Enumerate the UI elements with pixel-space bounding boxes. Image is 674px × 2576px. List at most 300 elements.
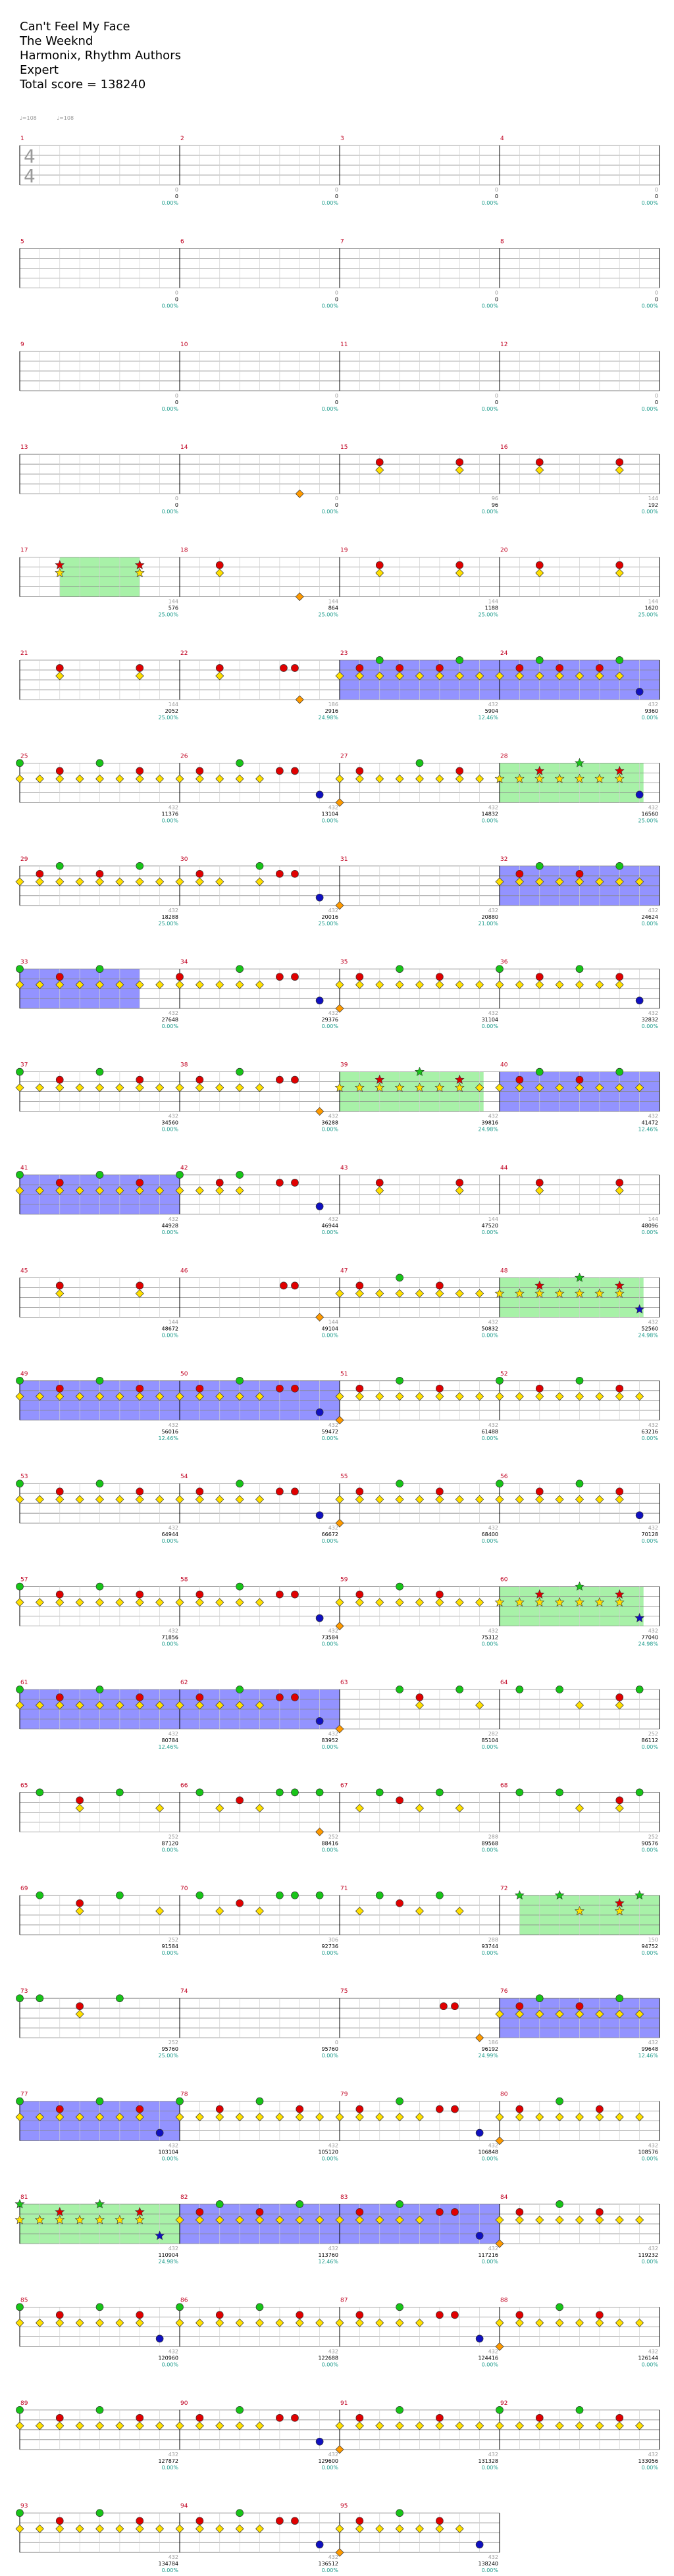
red-pad-note: [276, 1694, 283, 1701]
measure-base-score: 0: [174, 290, 178, 296]
measure-total-score: 122688: [318, 2355, 338, 2361]
measure-percent: 24.99%: [478, 2053, 498, 2059]
yellow-cymbal-note: [336, 2113, 344, 2121]
yellow-cymbal-note: [636, 2113, 644, 2121]
yellow-cymbal-note: [56, 2319, 64, 2327]
yellow-cymbal-note: [515, 2113, 523, 2121]
red-pad-note: [456, 1179, 463, 1187]
yellow-cymbal-note: [76, 878, 84, 886]
measure-base-score: 432: [648, 2246, 658, 2252]
measure-base-score: 0: [494, 290, 498, 296]
measure-base-score: 432: [328, 907, 338, 914]
red-pad-note: [216, 2311, 223, 2319]
measure-total-score: 20016: [321, 914, 338, 920]
yellow-cymbal-note: [455, 466, 463, 474]
yellow-cymbal-note: [615, 981, 623, 989]
red-pad-note: [616, 2414, 623, 2421]
green-pad-note: [96, 1068, 103, 1075]
measure-base-score: 432: [648, 1113, 658, 1120]
yellow-cymbal-note: [136, 2525, 143, 2533]
red-pad-note: [196, 2209, 203, 2216]
yellow-cymbal-note: [316, 2113, 324, 2121]
red-pad-note: [436, 665, 443, 672]
measure-number: 6: [180, 238, 184, 245]
red-pad-note: [276, 2414, 283, 2421]
measure-base-score: 432: [648, 804, 658, 811]
green-pad-note: [576, 2406, 583, 2413]
green-pad-note: [56, 862, 63, 869]
yellow-cymbal-note: [176, 1084, 184, 1092]
green-pad-note: [236, 1068, 244, 1075]
measure-base-score: 432: [488, 2246, 498, 2252]
yellow-cymbal-note: [76, 1907, 84, 1915]
green-pad-note: [116, 1892, 123, 1899]
measure-percent: 0.00%: [481, 405, 498, 412]
measure-total-score: 2052: [165, 708, 178, 714]
measure-percent: 0.00%: [161, 817, 178, 824]
measure-base-score: 0: [654, 187, 658, 193]
yellow-cymbal-note: [376, 775, 384, 783]
red-pad-note: [136, 2517, 143, 2525]
red-pad-note: [516, 2105, 523, 2113]
measure-total-score: 87120: [161, 1840, 178, 1847]
measure-number: 66: [180, 1782, 188, 1790]
yellow-cymbal-note: [216, 672, 224, 680]
green-pad-note: [256, 2098, 263, 2105]
measure-total-score: 129600: [318, 2458, 338, 2464]
yellow-cymbal-note: [116, 1084, 124, 1092]
yellow-cymbal-note: [296, 2319, 303, 2327]
measure-number: 25: [20, 753, 28, 760]
measure-number: 94: [180, 2503, 188, 2510]
green-pad-note: [636, 1789, 643, 1796]
green-pad-note: [96, 966, 103, 973]
measure-number: 93: [20, 2503, 28, 2510]
measure-percent: 0.00%: [161, 509, 178, 515]
yellow-cymbal-note: [376, 2113, 384, 2121]
yellow-cymbal-note: [16, 2525, 24, 2533]
yellow-cymbal-note: [515, 1393, 523, 1401]
yellow-cymbal-note: [355, 1804, 363, 1812]
measure-percent: 0.00%: [641, 2259, 658, 2265]
measure-total-score: 106848: [478, 2149, 498, 2155]
blue-pad-note: [316, 894, 323, 901]
red-pad-note: [576, 870, 583, 877]
blue-pad-note: [316, 1718, 323, 1725]
yellow-cymbal-note: [236, 2422, 244, 2430]
yellow-cymbal-note: [615, 2216, 623, 2224]
yellow-cymbal-note: [236, 2113, 244, 2121]
green-pad-note: [276, 1892, 283, 1899]
yellow-cymbal-note: [536, 466, 544, 474]
yellow-cymbal-note: [355, 1393, 363, 1401]
kick-note: [296, 490, 303, 498]
yellow-cymbal-note: [216, 1084, 224, 1092]
red-pad-note: [196, 2517, 203, 2525]
yellow-cymbal-note: [136, 1599, 143, 1607]
measure-number: 28: [500, 753, 508, 760]
yellow-cymbal-note: [556, 981, 563, 989]
measure-percent: 0.00%: [481, 1538, 498, 1545]
yellow-cymbal-note: [596, 2422, 604, 2430]
measure-base-score: 432: [648, 1010, 658, 1017]
measure-total-score: 1188: [484, 605, 498, 611]
measure-number: 32: [500, 856, 508, 863]
measure-number: 10: [180, 341, 188, 348]
yellow-cymbal-note: [216, 2319, 224, 2327]
measure-base-score: 186: [488, 2040, 498, 2046]
yellow-cymbal-note: [376, 981, 384, 989]
measure-total-score: 117216: [478, 2252, 498, 2258]
measure-percent: 0.00%: [161, 1332, 178, 1339]
measure-total-score: 34560: [161, 1120, 178, 1126]
red-pad-note: [136, 1179, 143, 1187]
yellow-cymbal-note: [76, 2422, 84, 2430]
measure-number: 57: [20, 1576, 28, 1584]
red-pad-note: [196, 1591, 203, 1598]
green-pad-note: [216, 2201, 223, 2208]
red-pad-note: [296, 2311, 303, 2319]
red-pad-note: [56, 2414, 63, 2421]
yellow-cymbal-note: [615, 2113, 623, 2121]
red-pad-note: [576, 1076, 583, 1083]
measure-total-score: 86112: [641, 1738, 658, 1743]
yellow-cymbal-note: [355, 2113, 363, 2121]
measure-number: 59: [340, 1576, 348, 1584]
yellow-cymbal-note: [216, 878, 224, 886]
yellow-cymbal-note: [515, 2422, 523, 2430]
red-pad-note: [451, 2311, 458, 2319]
measure-total-score: 138240: [478, 2561, 498, 2567]
green-pad-note: [536, 1068, 543, 1075]
measure-total-score: 133056: [638, 2458, 658, 2464]
measure-percent: 21.00%: [478, 920, 498, 927]
red-pad-note: [56, 1694, 63, 1701]
measure-number: 18: [180, 547, 188, 554]
measure-total-score: 0: [654, 296, 658, 303]
measure-percent: 0.00%: [321, 1229, 338, 1235]
yellow-cymbal-note: [536, 2216, 544, 2224]
measure-percent: 0.00%: [641, 2361, 658, 2368]
red-pad-note: [516, 665, 523, 672]
measure-total-score: 32832: [641, 1017, 658, 1023]
measure-base-score: 144: [648, 1216, 658, 1222]
red-pad-note: [56, 973, 63, 981]
measure-percent: 12.46%: [158, 1435, 178, 1441]
yellow-cymbal-note: [56, 672, 64, 680]
yellow-cymbal-note: [596, 1495, 604, 1503]
green-pad-note: [456, 1686, 463, 1693]
yellow-cymbal-note: [156, 878, 164, 886]
yellow-cymbal-note: [195, 878, 203, 886]
measure-number: 48: [500, 1268, 508, 1275]
measure-number: 17: [20, 547, 28, 554]
yellow-cymbal-note: [156, 1599, 164, 1607]
yellow-cymbal-note: [336, 1289, 344, 1297]
measure-percent: 0.00%: [321, 509, 338, 515]
measure-percent: 0.00%: [641, 2464, 658, 2471]
yellow-cymbal-note: [136, 1084, 143, 1092]
yellow-cymbal-note: [195, 981, 203, 989]
green-pad-note: [396, 2304, 403, 2311]
measure-base-score: 432: [328, 1525, 338, 1532]
yellow-cymbal-note: [416, 1907, 424, 1915]
measure-percent: 0.00%: [641, 509, 658, 515]
yellow-cymbal-note: [496, 1495, 504, 1503]
yellow-cymbal-note: [615, 1804, 623, 1812]
song-artist: The Weeknd: [20, 34, 93, 48]
yellow-cymbal-note: [336, 1599, 344, 1607]
measure-base-score: 0: [334, 2040, 338, 2046]
green-pad-note: [291, 1789, 298, 1796]
yellow-cymbal-note: [96, 2525, 104, 2533]
yellow-cymbal-note: [416, 1701, 424, 1709]
measure-percent: 0.00%: [321, 817, 338, 824]
red-pad-note: [56, 2311, 63, 2319]
yellow-cymbal-note: [36, 1084, 43, 1092]
yellow-cymbal-note: [156, 1495, 164, 1503]
yellow-cymbal-note: [355, 2422, 363, 2430]
yellow-cymbal-note: [455, 2525, 463, 2533]
red-pad-note: [196, 1076, 203, 1083]
measure-total-score: 70128: [641, 1532, 658, 1538]
red-pad-note: [436, 1488, 443, 1495]
measure-number: 35: [340, 959, 348, 966]
green-pad-note: [396, 966, 403, 973]
yellow-cymbal-note: [216, 981, 224, 989]
red-pad-note: [291, 1385, 298, 1392]
measure-total-score: 120960: [158, 2355, 178, 2361]
red-pad-note: [596, 2105, 603, 2113]
red-pad-note: [436, 973, 443, 981]
yellow-cymbal-note: [436, 775, 444, 783]
measure-number: 89: [20, 2400, 28, 2407]
measure-percent: 0.00%: [161, 405, 178, 412]
measure-percent: 0.00%: [161, 1641, 178, 1647]
measure-number: 1: [20, 136, 24, 142]
yellow-cymbal-note: [355, 2525, 363, 2533]
yellow-cymbal-note: [76, 2525, 84, 2533]
measure-total-score: 0: [654, 193, 658, 199]
measure-number: 61: [20, 1680, 28, 1686]
measure-percent: 25.00%: [478, 611, 498, 618]
measure-number: 55: [340, 1474, 348, 1481]
yellow-cymbal-note: [455, 1187, 463, 1195]
red-pad-note: [216, 1179, 223, 1187]
red-pad-note: [396, 1899, 403, 1907]
red-pad-note: [291, 2414, 298, 2421]
yellow-cymbal-note: [416, 1289, 424, 1297]
yellow-cymbal-note: [376, 2319, 384, 2327]
red-pad-note: [436, 1591, 443, 1598]
measure-percent: 0.00%: [161, 2567, 178, 2574]
yellow-cymbal-note: [96, 2319, 104, 2327]
green-pad-note: [456, 657, 463, 664]
red-pad-note: [291, 870, 298, 877]
green-pad-note: [36, 1789, 43, 1796]
kick-note: [296, 696, 303, 704]
measure-percent: 0.00%: [481, 200, 498, 206]
yellow-cymbal-note: [96, 1495, 104, 1503]
yellow-cymbal-note: [195, 1599, 203, 1607]
measure-total-score: 96: [491, 502, 498, 509]
red-pad-note: [280, 1282, 287, 1289]
green-pad-note: [556, 1789, 563, 1796]
red-pad-note: [356, 2311, 363, 2319]
blue-pad-note: [636, 791, 643, 798]
red-pad-note: [536, 1488, 543, 1495]
green-pad-note: [16, 1583, 24, 1590]
yellow-cymbal-note: [256, 2422, 264, 2430]
measure-number: 75: [340, 1988, 348, 1996]
measure-percent: 0.00%: [481, 1435, 498, 1441]
red-pad-note: [516, 870, 523, 877]
measure-number: 19: [340, 547, 348, 554]
blue-pad-note: [316, 1512, 323, 1519]
yellow-cymbal-note: [596, 2113, 604, 2121]
yellow-cymbal-note: [216, 1599, 224, 1607]
yellow-cymbal-note: [436, 2422, 444, 2430]
measure-number: 92: [500, 2400, 508, 2407]
measure-number: 3: [340, 136, 344, 142]
measure-percent: 0.00%: [321, 2464, 338, 2471]
measure-base-score: 432: [488, 1525, 498, 1532]
yellow-cymbal-note: [455, 1804, 463, 1812]
green-pad-note: [496, 1377, 504, 1384]
yellow-cymbal-note: [496, 981, 504, 989]
measure-number: 87: [340, 2297, 348, 2304]
yellow-cymbal-note: [256, 878, 264, 886]
measure-total-score: 56016: [161, 1428, 178, 1435]
red-pad-note: [436, 1385, 443, 1392]
measure-number: 14: [180, 444, 188, 451]
measure-number: 72: [500, 1885, 508, 1892]
yellow-cymbal-note: [455, 775, 463, 783]
red-pad-note: [516, 1076, 523, 1083]
green-pad-note: [396, 2406, 403, 2413]
blue-pad-note: [156, 2335, 163, 2342]
measure-base-score: 0: [334, 496, 338, 502]
measure-percent: 0.00%: [321, 1435, 338, 1441]
red-pad-note: [56, 2105, 63, 2113]
yellow-cymbal-note: [136, 672, 143, 680]
green-pad-note: [536, 862, 543, 869]
red-pad-note: [136, 2414, 143, 2421]
red-pad-note: [291, 1694, 298, 1701]
yellow-cymbal-note: [416, 1599, 424, 1607]
measure-percent: 0.00%: [641, 1538, 658, 1545]
green-pad-note: [96, 1686, 103, 1693]
measure-total-score: 0: [494, 193, 498, 199]
yellow-cymbal-note: [355, 2319, 363, 2327]
red-pad-note: [451, 2209, 458, 2216]
measure-number: 79: [340, 2091, 348, 2098]
green-pad-note: [396, 2098, 403, 2105]
measure-percent: 0.00%: [481, 2464, 498, 2471]
yellow-cymbal-note: [596, 2319, 604, 2327]
red-pad-note: [136, 1591, 143, 1598]
measure-total-score: 59472: [321, 1428, 338, 1435]
yellow-cymbal-note: [376, 466, 384, 474]
measure-total-score: 0: [334, 502, 338, 509]
yellow-cymbal-note: [455, 1599, 463, 1607]
red-pad-note: [356, 1591, 363, 1598]
green-pad-note: [316, 1789, 323, 1796]
measure-base-score: 432: [648, 702, 658, 708]
green-pad-note: [396, 1274, 403, 1281]
yellow-cymbal-note: [176, 1599, 184, 1607]
measure-total-score: 49104: [321, 1326, 338, 1332]
yellow-cymbal-note: [436, 1599, 444, 1607]
yellow-cymbal-note: [536, 1495, 544, 1503]
red-pad-note: [56, 665, 63, 672]
measure-base-score: 432: [328, 2451, 338, 2458]
green-pad-note: [196, 1892, 203, 1899]
measure-percent: 24.98%: [478, 1126, 498, 1133]
red-pad-note: [136, 1282, 143, 1289]
measure-base-score: 432: [328, 1731, 338, 1737]
measure-percent: 0.00%: [321, 1332, 338, 1339]
yellow-cymbal-note: [176, 1495, 184, 1503]
yellow-cymbal-note: [76, 1495, 84, 1503]
yellow-cymbal-note: [515, 1495, 523, 1503]
measure-number: 5: [20, 238, 24, 245]
yellow-cymbal-note: [56, 1495, 64, 1503]
yellow-cymbal-note: [156, 1907, 164, 1915]
measure-number: 41: [20, 1165, 28, 1172]
yellow-cymbal-note: [476, 775, 484, 783]
measure-percent: 0.00%: [481, 1023, 498, 1030]
measure-total-score: 124416: [478, 2355, 498, 2361]
yellow-cymbal-note: [16, 775, 24, 783]
green-pad-note: [236, 2510, 244, 2517]
measure-total-score: 136512: [318, 2561, 338, 2567]
yellow-cymbal-note: [256, 1495, 264, 1503]
measure-number: 26: [180, 753, 188, 760]
yellow-cymbal-note: [596, 981, 604, 989]
green-pad-note: [256, 862, 263, 869]
red-pad-note: [516, 2311, 523, 2319]
green-pad-note: [16, 760, 24, 767]
kick-note: [316, 1108, 324, 1116]
red-pad-note: [536, 1385, 543, 1392]
measure-total-score: 0: [494, 399, 498, 405]
yellow-cymbal-note: [16, 2319, 24, 2327]
red-pad-note: [356, 2414, 363, 2421]
measure-number: 83: [340, 2194, 348, 2201]
yellow-cymbal-note: [396, 775, 403, 783]
red-pad-note: [56, 1591, 63, 1598]
red-pad-note: [176, 973, 184, 981]
red-pad-note: [396, 665, 403, 672]
total-score: Total score = 138240: [20, 78, 146, 91]
measure-number: 67: [340, 1782, 348, 1790]
measure-number: 8: [500, 238, 504, 245]
yellow-cymbal-note: [576, 1495, 584, 1503]
yellow-cymbal-note: [636, 2319, 644, 2327]
measure-number: 50: [180, 1370, 188, 1378]
red-pad-note: [276, 870, 283, 877]
measure-number: 49: [20, 1370, 28, 1378]
measure-total-score: 131328: [478, 2458, 498, 2464]
yellow-cymbal-note: [156, 1804, 164, 1812]
measure-total-score: 110904: [158, 2252, 178, 2258]
measure-percent: 0.00%: [321, 2053, 338, 2059]
red-pad-note: [56, 1282, 63, 1289]
yellow-cymbal-note: [416, 1393, 424, 1401]
measure-base-score: 0: [334, 187, 338, 193]
yellow-cymbal-note: [116, 1495, 124, 1503]
